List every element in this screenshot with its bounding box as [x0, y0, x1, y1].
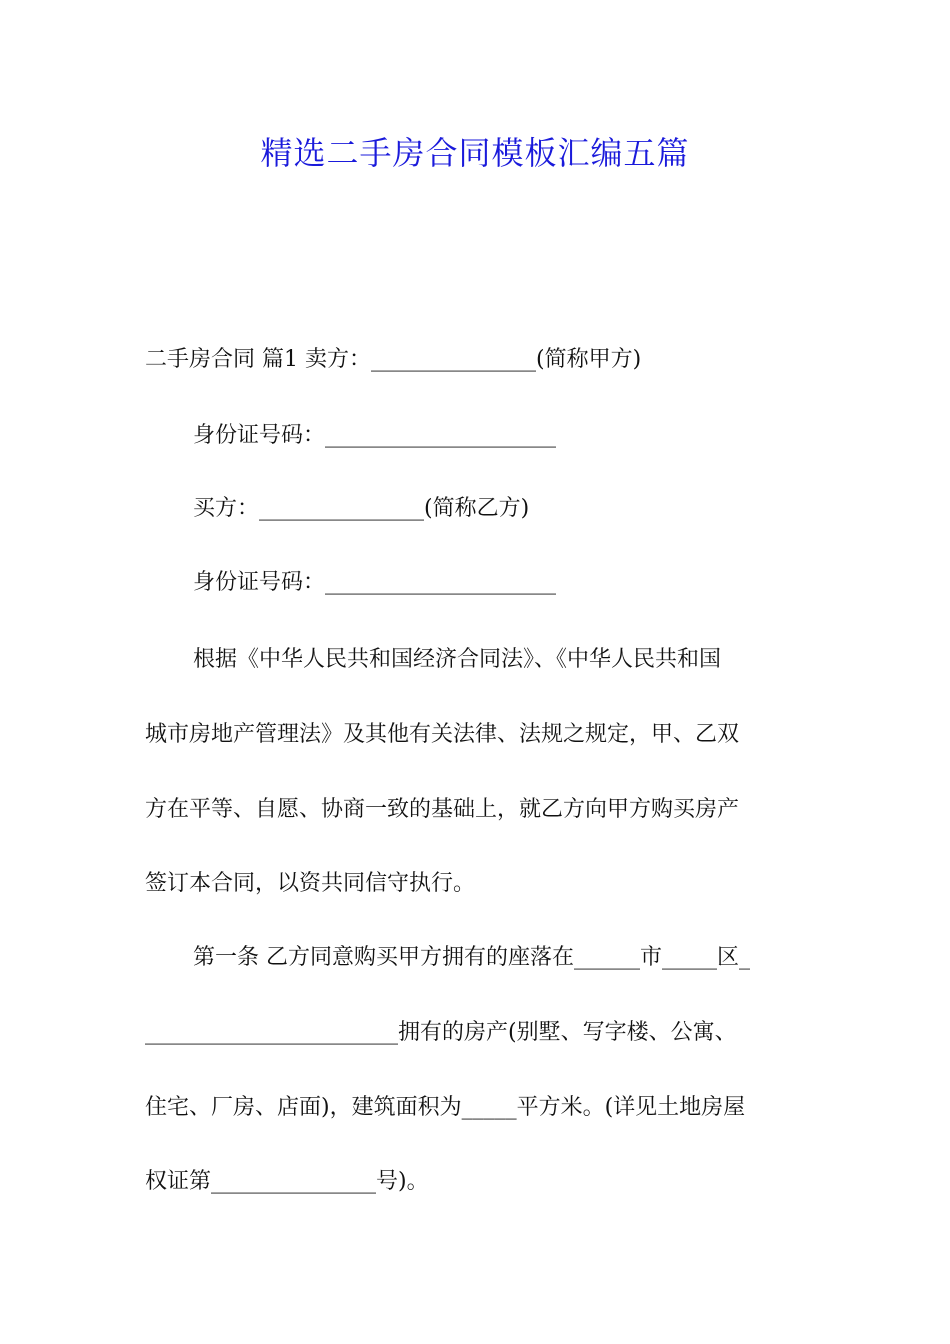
paragraph-line: 城市房地产管理法》及其他有关法律、法规之规定，甲、乙双 [145, 722, 740, 747]
buyer-id-line: 身份证号码：_____________________ [193, 570, 557, 595]
seller-id-line: 身份证号码：_____________________ [193, 423, 557, 448]
article-one-line: 住宅、厂房、店面)，建筑面积为_____平方米。(详见土地房屋 [145, 1095, 746, 1120]
section-heading-line: 二手房合同 篇1 卖方：_______________(简称甲方) [145, 347, 642, 372]
buyer-line: 买方：_______________(简称乙方) [193, 496, 530, 521]
paragraph-line: 签订本合同，以资共同信守执行。 [145, 871, 476, 896]
article-one-line: 第一条 乙方同意购买甲方拥有的座落在______市_____区_ [193, 945, 750, 970]
document-title: 精选二手房合同模板汇编五篇 [260, 134, 690, 172]
paragraph-line: 方在平等、自愿、协商一致的基础上，就乙方向甲方购买房产 [145, 797, 740, 822]
article-one-line: _______________________拥有的房产(别墅、写字楼、公寓、 [145, 1020, 737, 1045]
paragraph-line: 根据《中华人民共和国经济合同法》、《中华人民共和国 [193, 647, 722, 672]
article-one-line: 权证第_______________号)。 [145, 1169, 429, 1194]
